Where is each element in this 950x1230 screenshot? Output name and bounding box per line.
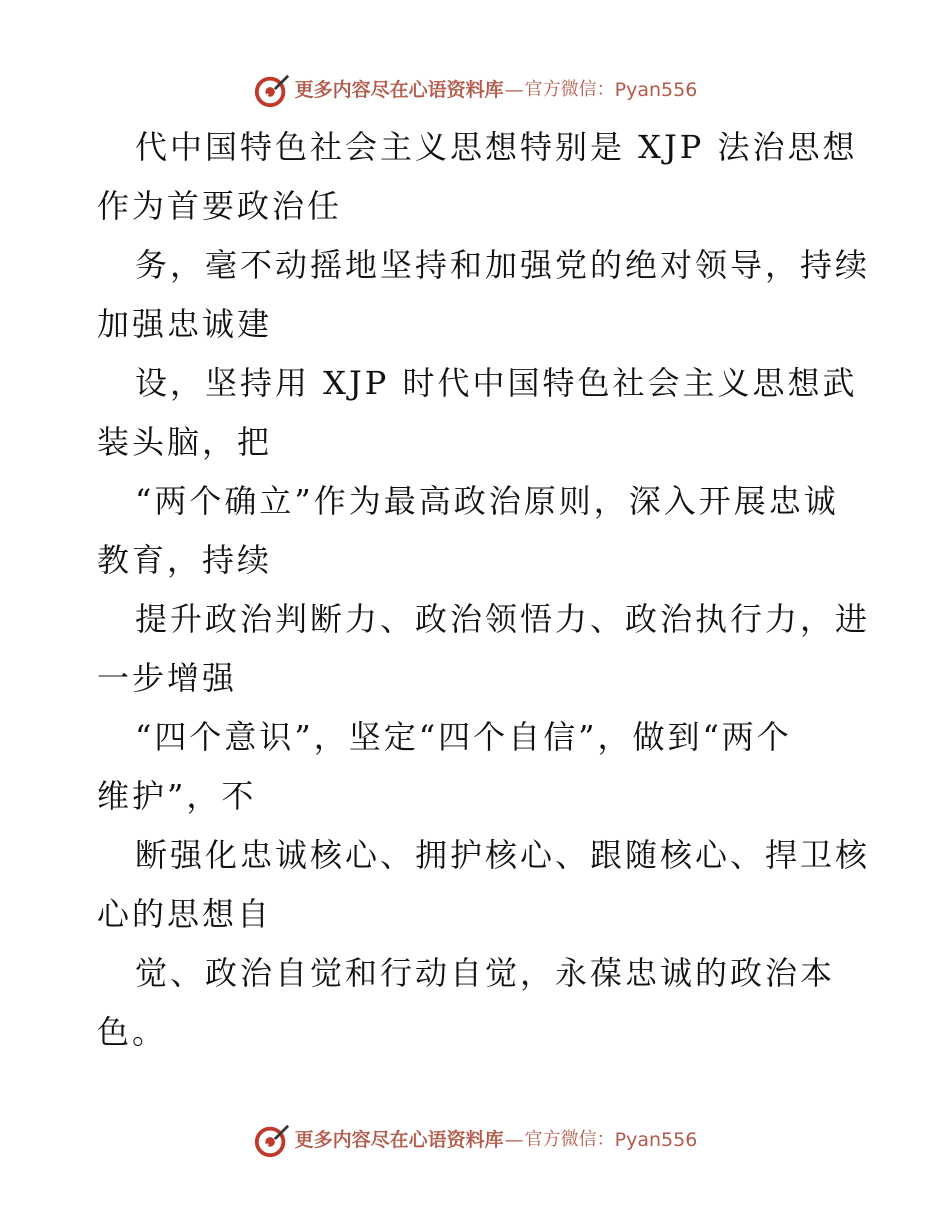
watermark-dash: — (504, 78, 524, 101)
body-line: 心的思想自 (97, 895, 273, 933)
body-line: 设，坚持用 XJP 时代中国特色社会主义思想武 (135, 364, 858, 402)
body-line: 加强忠诚建 (97, 305, 273, 343)
watermark-contact-label: 官方微信： (524, 79, 615, 100)
body-line: 断强化忠诚核心、拥护核心、跟随核心、捍卫核 (135, 836, 871, 874)
watermark-contact-label: 官方微信： (524, 1129, 615, 1150)
body-line: 色。 (97, 1013, 168, 1051)
pen-logo-icon (253, 71, 291, 109)
body-line: 提升政治判断力、政治领悟力、政治执行力，进 (135, 600, 871, 638)
body-line: 维护”，不 (97, 777, 257, 815)
body-line: 觉、政治自觉和行动自觉，永葆忠诚的政治本 (135, 954, 836, 992)
watermark-text: 更多内容尽在心语资料库 (294, 78, 504, 101)
body-line: 代中国特色社会主义思想特别是 XJP 法治思想 (135, 128, 858, 166)
watermark-text: 更多内容尽在心语资料库 (294, 1128, 504, 1151)
body-line: 一步增强 (97, 659, 238, 697)
document-body (97, 118, 871, 1062)
body-line: 装头脑，把 (97, 423, 273, 461)
watermark-dash: — (504, 1128, 524, 1151)
watermark-handle: Pyan556 (614, 1128, 698, 1151)
pen-logo-icon (253, 1121, 291, 1159)
body-line: 教育，持续 (97, 541, 273, 579)
body-line: 作为首要政治任 (97, 187, 343, 225)
header-watermark (0, 70, 950, 110)
watermark-handle: Pyan556 (614, 78, 698, 101)
footer-watermark (0, 1120, 950, 1160)
body-line: 务，毫不动摇地坚持和加强党的绝对领导，持续 (135, 246, 871, 284)
body-line: “四个意识”，坚定“四个自信”，做到“两个 (135, 718, 792, 756)
body-line: “两个确立”作为最高政治原则，深入开展忠诚 (135, 482, 839, 520)
